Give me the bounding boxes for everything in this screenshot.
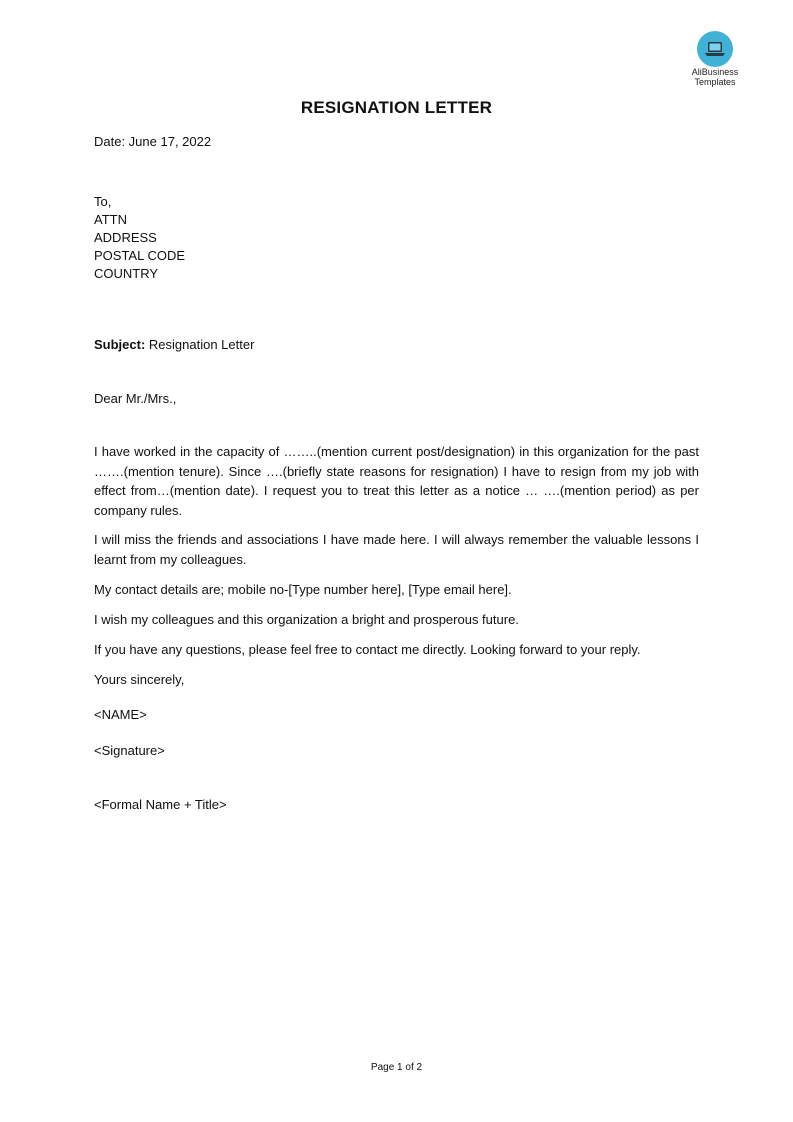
body-paragraph-2: I will miss the friends and associations I have made here. I will always remember the valuable lessons I learnt from my colleagues. xyxy=(94,532,699,567)
recipient-country: COUNTRY xyxy=(94,266,159,281)
body-paragraph-1: I have worked in the capacity of ……..(mention current post/designation) in this organization for the past …….(mention tenure). Since ….(briefly state reasons for resignation) I have to resign from my job with effect from…(mention date). I request you to treat this letter as a notice … ….(mention period) as per company rules. xyxy=(94,444,699,518)
laptop-icon xyxy=(697,31,733,67)
company-logo xyxy=(680,31,750,87)
recipient-postal-code: POSTAL CODE xyxy=(94,248,186,263)
sender-signature: <Signature> xyxy=(94,743,165,758)
letter-date: Date: June 17, 2022 xyxy=(94,134,212,149)
body-paragraph-5: If you have any questions, please feel free to contact me directly. Looking forward to your reply. xyxy=(94,642,641,657)
letter-title: RESIGNATION LETTER xyxy=(300,98,493,117)
subject-line xyxy=(94,337,254,352)
page-number: Page 1 of 2 xyxy=(370,1062,423,1073)
logo-text-line1: AliBusiness xyxy=(691,67,739,77)
recipient-attn: ATTN xyxy=(94,212,127,227)
sender-name: <NAME> xyxy=(94,707,147,722)
subject-label: Subject: xyxy=(94,337,146,352)
greeting: Dear Mr./Mrs., xyxy=(94,391,177,406)
recipient-to: To, xyxy=(94,194,112,209)
sender-formal-name: <Formal Name + Title> xyxy=(94,797,227,812)
recipient-address: ADDRESS xyxy=(94,230,157,245)
closing: Yours sincerely, xyxy=(94,672,185,687)
body-paragraph-3: My contact details are; mobile no-[Type number here], [Type email here]. xyxy=(94,582,512,597)
body-paragraph-4: I wish my colleagues and this organization a bright and prosperous future. xyxy=(94,612,519,627)
subject-text: Resignation Letter xyxy=(145,337,255,352)
logo-text-line2: Templates xyxy=(694,77,736,87)
